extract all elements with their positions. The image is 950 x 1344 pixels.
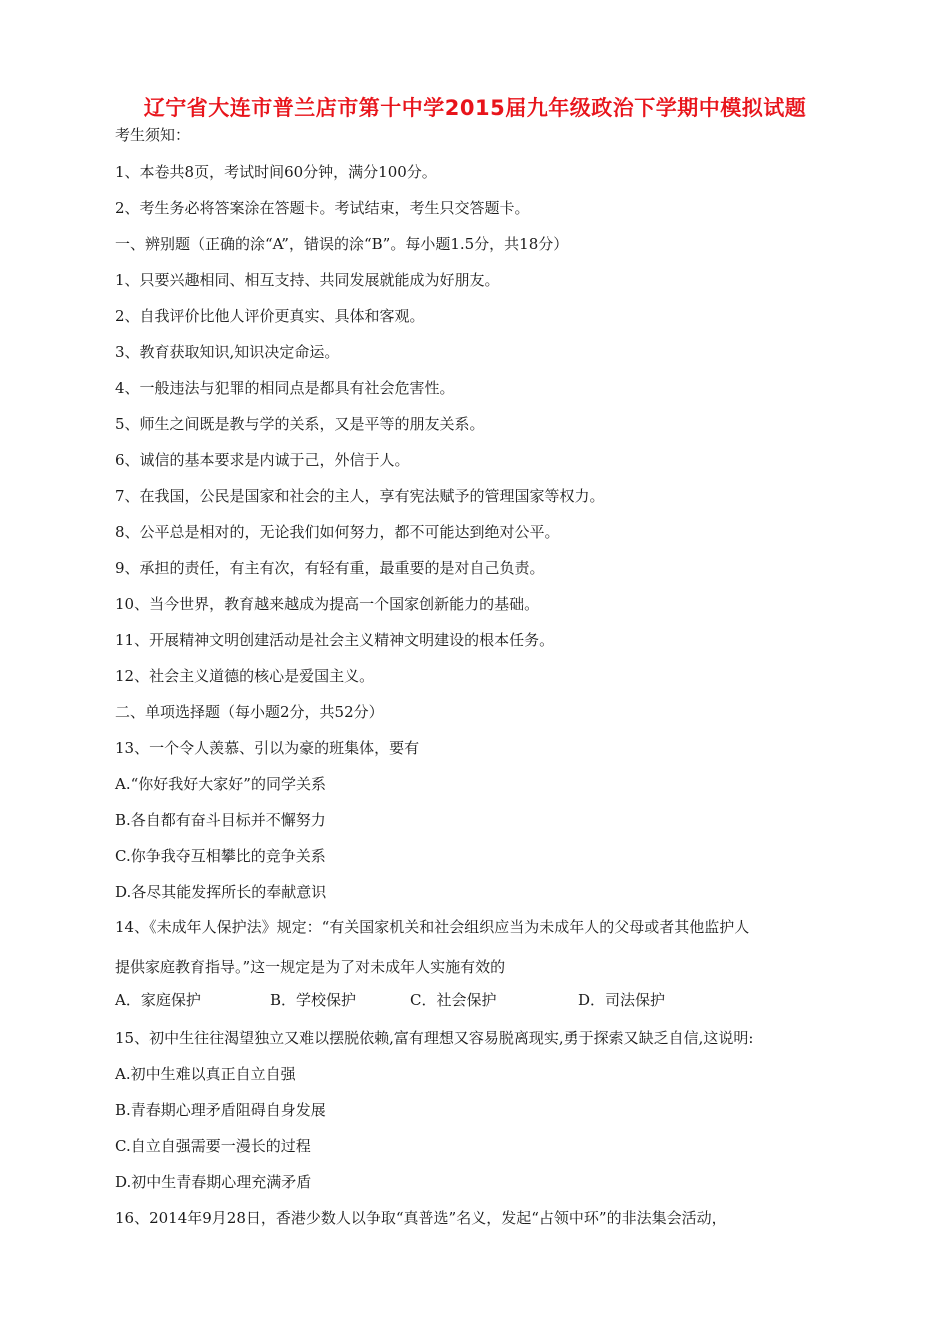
true-false-question: 1、只要兴趣相同、相互支持、共同发展就能成为好朋友。 — [115, 271, 500, 289]
section-heading: 二、单项选择题（每小题2分，共52分） — [115, 703, 384, 721]
true-false-question: 5、师生之间既是教与学的关系，又是平等的朋友关系。 — [115, 415, 485, 433]
true-false-question: 8、公平总是相对的，无论我们如何努力，都不可能达到绝对公平。 — [115, 523, 560, 541]
true-false-question: 7、在我国，公民是国家和社会的主人，享有宪法赋予的管理国家等权力。 — [115, 487, 605, 505]
question-stem: 16、2014年9月28日，香港少数人以争取“真普选”名义，发起“占领中环”的非法集会活动， — [115, 1209, 727, 1227]
section-heading: 一、辨别题（正确的涂“A”，错误的涂“B”。每小题1.5分，共18分） — [115, 235, 569, 253]
answer-option: C.你争我夺互相攀比的竞争关系 — [115, 847, 326, 865]
notice-heading: 考生须知： — [115, 126, 191, 144]
question-stem: 13、一个令人羡慕、引以为豪的班集体，要有 — [115, 739, 420, 757]
true-false-question: 10、当今世界，教育越来越成为提高一个国家创新能力的基础。 — [115, 595, 540, 613]
answer-option: B.各自都有奋斗目标并不懈努力 — [115, 811, 326, 829]
answer-option: A.初中生难以真正自立自强 — [115, 1065, 296, 1083]
true-false-question: 4、一般违法与犯罪的相同点是都具有社会危害性。 — [115, 379, 455, 397]
true-false-question: 9、承担的责任，有主有次，有轻有重，最重要的是对自己负责。 — [115, 559, 545, 577]
question-stem: 15、初中生往往渴望独立又难以摆脱依赖,富有理想又容易脱离现实,勇于探索又缺乏自信,这说明: — [115, 1029, 754, 1047]
answer-option: B.青春期心理矛盾阻碍自身发展 — [115, 1101, 326, 1119]
answer-option: C.自立自强需要一漫长的过程 — [115, 1137, 311, 1155]
document-title: 辽宁省大连市普兰店市第十中学2015届九年级政治下学期中模拟试题 — [143, 96, 807, 120]
question-stem: 提供家庭教育指导。”这一规定是为了对未成年人实施有效的 — [115, 958, 506, 976]
notice-item: 2、考生务必将答案涂在答题卡。考试结束，考生只交答题卡。 — [115, 199, 530, 217]
answer-option: B．学校保护 — [270, 991, 357, 1009]
true-false-question: 6、诚信的基本要求是内诚于己，外信于人。 — [115, 451, 410, 469]
true-false-question: 3、教育获取知识,知识决定命运。 — [115, 343, 340, 361]
answer-option: A.“你好我好大家好”的同学关系 — [115, 775, 326, 793]
true-false-question: 12、社会主义道德的核心是爱国主义。 — [115, 667, 375, 685]
true-false-question: 2、自我评价比他人评价更真实、具体和客观。 — [115, 307, 425, 325]
answer-option: D.初中生青春期心理充满矛盾 — [115, 1173, 312, 1191]
answer-option: D．司法保护 — [578, 991, 666, 1009]
notice-item: 1、本卷共8页，考试时间60分钟，满分100分。 — [115, 163, 437, 181]
answer-option: D.各尽其能发挥所长的奉献意识 — [115, 883, 327, 901]
answer-option: A．家庭保护 — [115, 991, 201, 1009]
answer-option: C．社会保护 — [410, 991, 497, 1009]
question-stem: 14、《未成年人保护法》规定：“有关国家机关和社会组织应当为未成年人的父母或者其他监护人 — [115, 918, 750, 936]
true-false-question: 11、开展精神文明创建活动是社会主义精神文明建设的根本任务。 — [115, 631, 555, 649]
